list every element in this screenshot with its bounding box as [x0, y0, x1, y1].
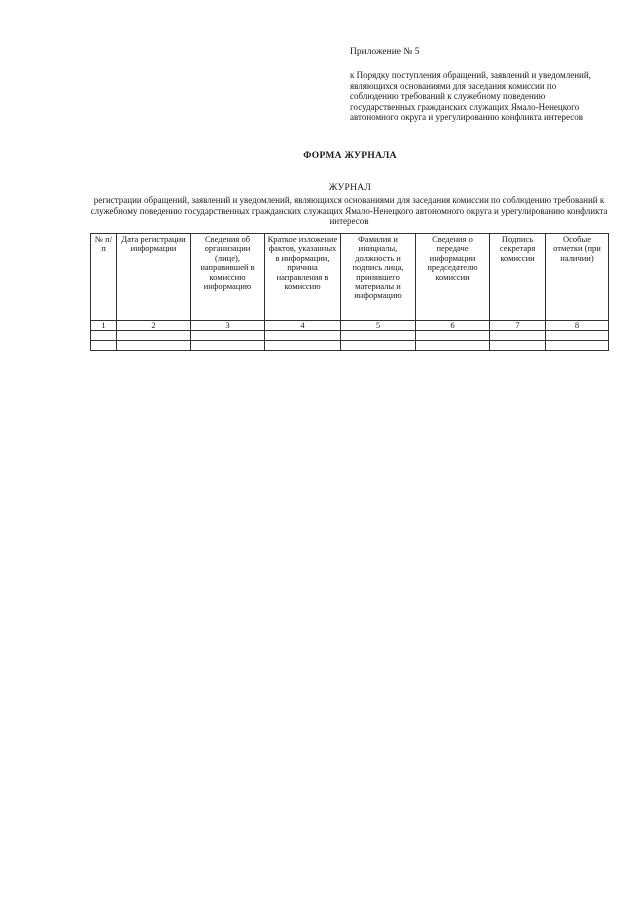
table-cell: [265, 331, 341, 341]
table-cell: [490, 331, 546, 341]
column-number-cell: 5: [341, 321, 416, 331]
table-number-row: [91, 321, 609, 331]
header-cell-transfer-info: Сведения о передаче информации председателю комиссии: [416, 234, 490, 321]
header-cell-receiver-name: Фамилия и инициалы, должность и подпись лица, принявшего материалы и информацию: [341, 234, 416, 321]
header-cell-facts-summary: Краткое изложение фактов, указанных в информации, причина направления в комисcию: [265, 234, 341, 321]
journal-subtitle: регистрации обращений, заявлений и уведомлений, являющихся основаниями для заседания комиссии по соблюдению требований к служебному поведению государственных гражданских служащих Ямало-Ненецкого автономного округа и урегулированию конфликта интересов: [90, 195, 608, 227]
journal-table: [90, 233, 609, 351]
table-cell: [416, 331, 490, 341]
table-cell: [191, 341, 265, 351]
table-cell: [117, 331, 191, 341]
table-cell: [546, 341, 609, 351]
table-cell: [117, 341, 191, 351]
header-cell-special-notes: Особые отметки (при наличии): [546, 234, 609, 321]
journal-title: ЖУРНАЛ: [328, 183, 372, 193]
header-cell-sender-info: Сведения об организации (лице), направившей в комиссию информацию: [191, 234, 265, 321]
table-cell: [265, 341, 341, 351]
table-cell: [191, 331, 265, 341]
appendix-number: Приложение № 5: [350, 47, 420, 57]
table-row: [91, 331, 609, 341]
table-row: [91, 341, 609, 351]
appendix-text: к Порядку поступления обращений, заявлений и уведомлений, являющихся основаниями для заседания комиссии по соблюдению требований к служебному поведению государственных гражданских служащих Ямало-Ненецкого автономного округа и урегулированию конфликта интересов: [350, 70, 591, 123]
column-number-cell: 3: [191, 321, 265, 331]
table-cell: [416, 341, 490, 351]
form-title: ФОРМА ЖУРНАЛА: [303, 151, 397, 161]
header-cell-number: № п/п: [91, 234, 117, 321]
table-header-row: [91, 234, 609, 321]
column-number-cell: 4: [265, 321, 341, 331]
table-cell: [91, 341, 117, 351]
column-number-cell: 8: [546, 321, 609, 331]
column-number-cell: 1: [91, 321, 117, 331]
header-cell-secretary-signature: Подпись секретаря комиссии: [490, 234, 546, 321]
table-cell: [490, 341, 546, 351]
column-number-cell: 2: [117, 321, 191, 331]
table-cell: [546, 331, 609, 341]
column-number-cell: 7: [490, 321, 546, 331]
column-number-cell: 6: [416, 321, 490, 331]
header-cell-registration-date: Дата регистрации информации: [117, 234, 191, 321]
table-cell: [341, 341, 416, 351]
table-cell: [91, 331, 117, 341]
table-cell: [341, 331, 416, 341]
